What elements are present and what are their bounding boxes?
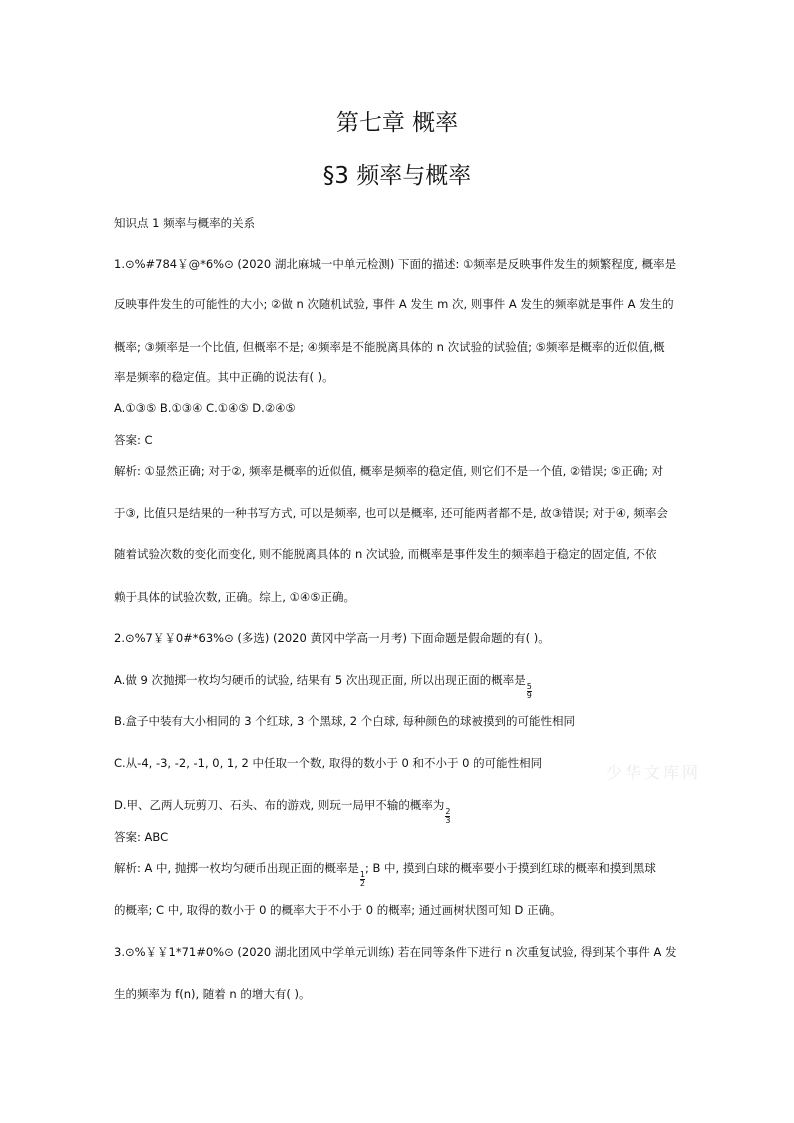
q1-explanation-4: 赖于具体的试验次数, 正确。综上, ①④⑤正确。	[114, 590, 356, 604]
q1-line-1: 1.⊙%#784￥@*6%⊙ (2020 湖北麻城一中单元检测) 下面的描述: ①频率是反映事件发生的频繁程度, 概率是	[114, 257, 677, 271]
q2-explanation-1a: 解析: A 中, 抛掷一枚均匀硬币出现正面的概率是	[114, 861, 359, 875]
q1-options: A.①③⑤ B.①③④ C.①④⑤ D.②④⑤	[114, 401, 296, 415]
section-title: §3 频率与概率	[322, 163, 472, 189]
q1-line-3: 概率; ③频率是一个比值, 但概率不是; ④频率是不能脱离具体的 n 次试验的试验值; ⑤频率是概率的近似值,概	[114, 340, 665, 354]
watermark: 少华文库网	[606, 763, 702, 782]
q2-option-a	[114, 672, 532, 700]
q1-explanation-1: 解析: ①显然正确; 对于②, 频率是概率的近似值, 概率是频率的稳定值, 则它们不是一个值, ②错误; ⑤正确; 对	[114, 464, 664, 478]
q2-answer: 答案: ABC	[114, 830, 169, 844]
q2-option-d	[114, 797, 450, 825]
q1-explanation-2: 于③, 比值只是结果的一种书写方式, 可以是频率, 也可以是概率, 还可能两者都不是, 故③错误; 对于④, 频率会	[114, 506, 668, 520]
fraction-two-thirds: $\frac{2}{3}$	[445, 807, 451, 825]
chapter-title: 第七章 概率	[335, 110, 459, 136]
q1-line-4: 率是频率的稳定值。其中正确的说法有( )。	[114, 370, 334, 384]
fraction-one-half: $\frac{1}{2}$	[359, 870, 365, 888]
q2-option-d-text: D.甲、乙两人玩剪刀、石头、布的游戏, 则玩一局甲不输的概率为	[114, 798, 445, 812]
q2-stem: 2.⊙%7￥￥0#*63%⊙ (多选) (2020 黄冈中学高一月考) 下面命题是假命题的有( )。	[114, 631, 550, 645]
q1-answer: 答案: C	[114, 433, 153, 447]
knowledge-point-heading: 知识点 1 频率与概率的关系	[114, 216, 256, 230]
q2-option-b: B.盒子中装有大小相同的 3 个红球, 3 个黑球, 2 个白球, 每种颜色的球被摸到的可能性相同	[114, 714, 576, 728]
q2-explanation-1	[114, 860, 656, 888]
q2-option-a-text: A.做 9 次抛掷一枚均匀硬币的试验, 结果有 5 次出现正面, 所以出现正面的概率是	[114, 673, 526, 687]
fraction-five-ninths: $\frac{5}{9}$	[526, 682, 532, 700]
q2-option-c: C.从-4, -3, -2, -1, 0, 1, 2 中任取一个数, 取得的数小于 0 和不小于 0 的可能性相同	[114, 756, 543, 770]
q3-line-1: 3.⊙%￥￥1*71#0%⊙ (2020 湖北团风中学单元训练) 若在同等条件下进行 n 次重复试验, 得到某个事件 A 发	[114, 945, 677, 959]
q3-line-2: 生的频率为 f(n), 随着 n 的增大有( )。	[114, 987, 311, 1001]
q2-explanation-1b: ; B 中, 摸到白球的概率要小于摸到红球的概率和摸到黑球	[364, 861, 656, 875]
q2-explanation-2: 的概率; C 中, 取得的数小于 0 的概率大于不小于 0 的概率; 通过画树状图可知 D 正确。	[114, 903, 562, 917]
q1-explanation-3: 随着试验次数的变化而变化, 则不能脱离具体的 n 次试验, 而概率是事件发生的频率趋于稳定的固定值, 不依	[114, 547, 657, 561]
q1-line-2: 反映事件发生的可能性的大小; ②做 n 次随机试验, 事件 A 发生 m 次, 则事件 A 发生的频率就是事件 A 发生的	[114, 297, 674, 311]
